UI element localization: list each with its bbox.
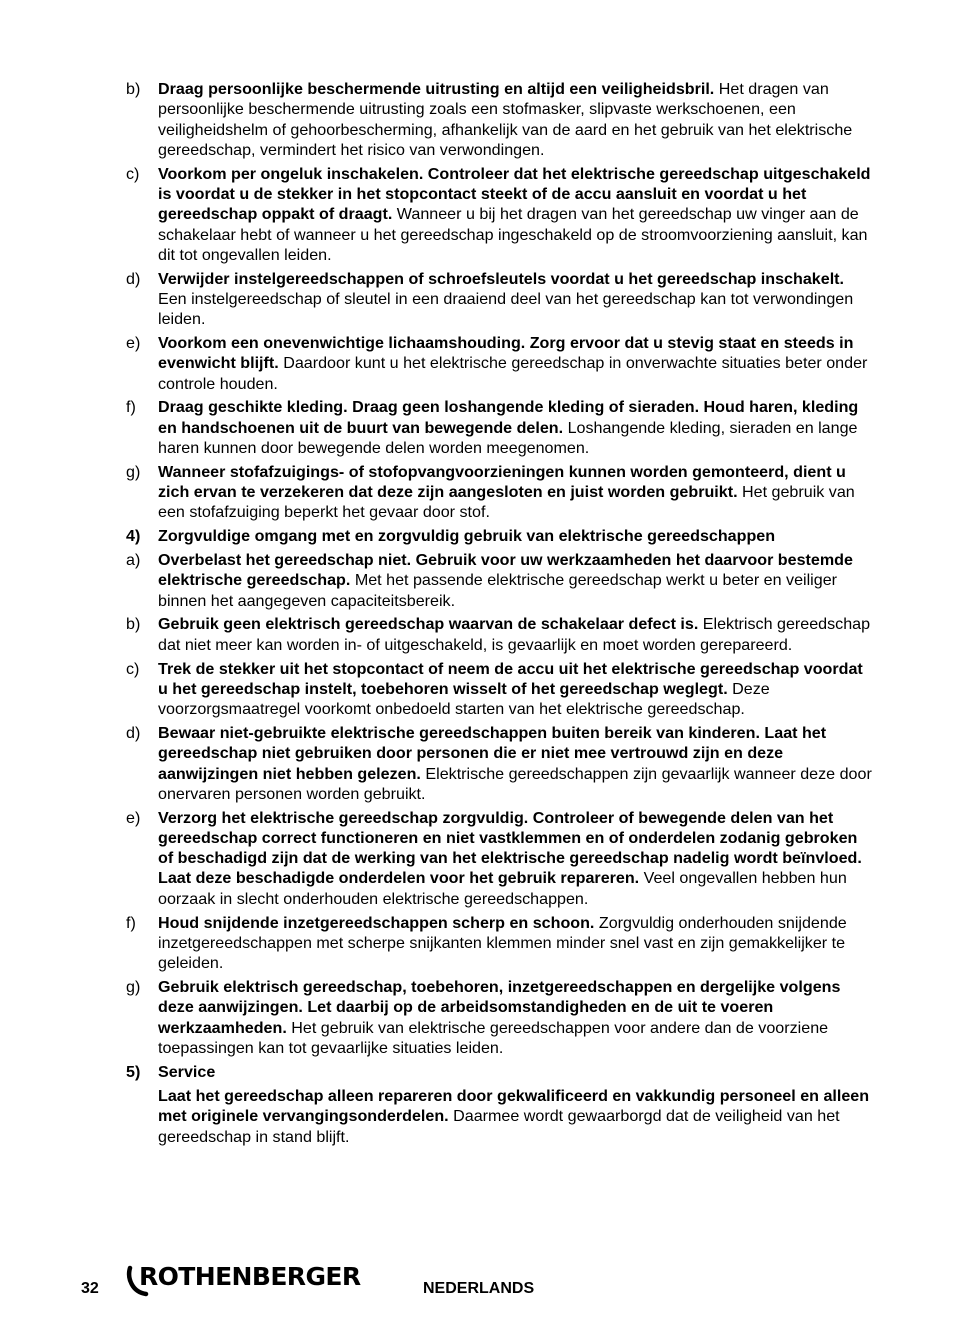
item-text (158, 397, 876, 458)
item-bold-text: Draag persoonlijke beschermende uitrusting en altijd een veiligheidsbril. (158, 80, 715, 98)
item-marker: e) (126, 808, 141, 827)
item-bold-text: Verzorg het elektrische gereedschap zorgvuldig. Controleer of bewegende delen van het gereedschap correct functioneren en niet vastklemmen en of onderdelen zodanig gebroken of beschadigd zijn dat de werking van het elektrische gereedschap nadelig wordt beïnvloed. Laat deze beschadigde onderdelen voor het gebruik repareren. (158, 808, 862, 888)
item-regular-text: Het gebruik van een stofafzuiging beperkt het gevaar door stof. (158, 483, 855, 522)
list-item (126, 164, 876, 265)
list-item (126, 659, 876, 720)
section-title-text: Service (158, 1062, 216, 1081)
list-item (126, 977, 876, 1058)
document-body (126, 79, 876, 1150)
item-text (158, 977, 876, 1058)
list-item (126, 808, 876, 909)
list-item (126, 397, 876, 458)
item-text (158, 269, 876, 330)
item-bold-text: Voorkom een onevenwichtige lichaamshouding. Zorg ervoor dat u stevig staat en steeds in evenwicht blijft. (158, 334, 854, 373)
item-regular-text: Elektrisch gereedschap dat niet meer kan worden in- of uitgeschakeld, is gevaarlijk en moet worden gerepareerd. (158, 615, 871, 654)
item-text (158, 808, 876, 909)
item-marker: g) (126, 977, 141, 996)
list-item (126, 723, 876, 804)
item-regular-text: Veel ongevallen hebben hun oorzaak in slecht onderhouden elektrische gereedschappen. (158, 869, 847, 908)
list-item (126, 333, 876, 394)
item-bold-text: Wanneer stofafzuigings- of stofopvangvoorzieningen kunnen worden gemonteerd, dient u zich ervan te verzekeren dat deze zijn aangesloten en juist worden gebruikt. (158, 462, 846, 502)
list-item (126, 550, 876, 611)
item-marker: e) (126, 334, 141, 353)
item-bold-text: Verwijder instelgereedschappen of schroefsleutels voordat u het gereedschap inschakelt. (158, 269, 844, 288)
item-text (158, 550, 876, 611)
item-bold-text: Trek de stekker uit het stopcontact of neem de accu uit het elektrische gereedschap voordat u het gereedschap instelt, toebehoren wisselt of het gereedschap weglegt. (158, 659, 863, 698)
section-title (158, 526, 876, 546)
list-item (126, 913, 876, 974)
list-item (126, 462, 876, 523)
item-marker: b) (126, 80, 141, 98)
footer-language: NEDERLANDS (423, 1280, 535, 1297)
item-text (158, 1086, 876, 1147)
item-bold-text: Voorkom per ongeluk inschakelen. Controleer dat het elektrische gereedschap uitgeschakeld is voordat u de stekker in het stopcontact steekt of de accu aansluit en voordat u het gereedschap oppakt of draagt. (158, 164, 871, 224)
item-marker: g) (126, 462, 141, 481)
logo-text: ROTHENBERGER (139, 1262, 361, 1291)
item-regular-text: Het dragen van persoonlijke beschermende uitrusting zoals een stofmasker, slipvaste werkschoenen, een veiligheidshelm of gehoorbescherming, afhankelijk van de aard en het gebruik van het elektrische gereedschap, vermindert het risico van verwondingen. (158, 80, 853, 159)
section-number: 5) (126, 1062, 141, 1081)
item-text (158, 913, 876, 974)
item-marker: a) (126, 551, 141, 570)
rothenberger-logo (124, 1262, 364, 1298)
list-item (126, 1086, 876, 1147)
item-bold-text: Overbelast het gereedschap niet. Gebruik voor uw werkzaamheden het daarvoor bestemde elektrische gereedschap. (158, 551, 853, 590)
section-title-text: Zorgvuldige omgang met en zorgvuldig gebruik van elektrische gereedschappen (158, 527, 776, 546)
page-number: 32 (81, 1280, 99, 1297)
section-title (158, 1062, 876, 1082)
item-bold-text: Gebruik geen elektrisch gereedschap waarvan de schakelaar defect is. (158, 615, 699, 634)
section-heading-4 (126, 526, 876, 546)
item-regular-text: Deze voorzorgsmaatregel voorkomt onbedoeld starten van het elektrische gereedschap. (158, 679, 770, 719)
item-text (158, 723, 876, 804)
item-regular-text: Zorgvuldig onderhouden snijdende inzetgereedschappen met scherpe snijkanten klemmen minder snel vast en zijn gemakkelijker te geleiden. (158, 913, 847, 973)
list-item (126, 614, 876, 655)
list-item (126, 269, 876, 330)
item-regular-text: Elektrische gereedschappen zijn gevaarlijk wanneer deze door onervaren personen worden gebruikt. (158, 764, 872, 803)
item-marker: c) (126, 659, 140, 678)
item-regular-text: Daardoor kunt u het elektrische gereedschap in onverwachte situaties beter onder controle houden. (158, 354, 868, 393)
item-bold-text: Laat het gereedschap alleen repareren door gekwalificeerd en vakkundig personeel en alleen met originele vervangingsonderdelen. (158, 1086, 870, 1126)
item-regular-text: Het gebruik van elektrische gereedschappen voor andere dan de voorziene toepassingen kan tot gevaarlijke situaties leiden. (158, 1018, 829, 1057)
item-regular-text: Wanneer u bij het dragen van het gereedschap uw vinger aan de schakelaar hebt of wanneer u het gereedschap ingeschakeld op de stroomvoorziening aansluit, kan dit tot ongevallen leiden. (158, 205, 868, 264)
item-text (158, 79, 876, 160)
section-number: 4) (126, 527, 141, 546)
item-regular-text: Een instelgereedschap of sleutel in een draaiend deel van het gereedschap kan tot verwondingen leiden. (158, 289, 854, 329)
item-marker: f) (126, 913, 136, 932)
item-marker: f) (126, 398, 136, 417)
item-text (158, 333, 876, 394)
list-item (126, 79, 876, 160)
item-text (158, 164, 876, 265)
item-regular-text: Loshangende kleding, sieraden en lange haren kunnen door bewegende delen worden meegenomen. (158, 418, 858, 458)
item-text (158, 659, 876, 720)
item-marker: d) (126, 723, 141, 742)
item-marker: b) (126, 615, 141, 634)
item-bold-text: Gebruik elektrisch gereedschap, toebehoren, inzetgereedschappen en dergelijke volgens deze aanwijzingen. Let daarbij op de arbeidsomstandigheden en de uit te voeren werkzaamheden. (158, 977, 841, 1037)
item-bold-text: Draag geschikte kleding. Draag geen loshangende kleding of sieraden. Houd haren, kleding en handschoenen uit de buurt van bewegende delen. (158, 398, 859, 437)
item-marker: d) (126, 269, 141, 288)
item-bold-text: Bewaar niet-gebruikte elektrische gereedschappen buiten bereik van kinderen. Laat het gereedschap niet gebruiken door personen die er niet mee vertrouwd zijn en deze aanwijzingen niet hebben gelezen. (158, 723, 827, 783)
section-heading-5 (126, 1062, 876, 1082)
item-bold-text: Houd snijdende inzetgereedschappen scherp en schoon. (158, 913, 595, 932)
item-text (158, 462, 876, 523)
item-regular-text: Daarmee wordt gewaarborgd dat de veiligheid van het gereedschap in stand blijft. (158, 1107, 840, 1146)
item-marker: c) (126, 164, 140, 183)
item-regular-text: Met het passende elektrische gereedschap werkt u beter en veiliger binnen het aangegeven capaciteitsbereik. (158, 571, 838, 610)
item-text (158, 614, 876, 655)
